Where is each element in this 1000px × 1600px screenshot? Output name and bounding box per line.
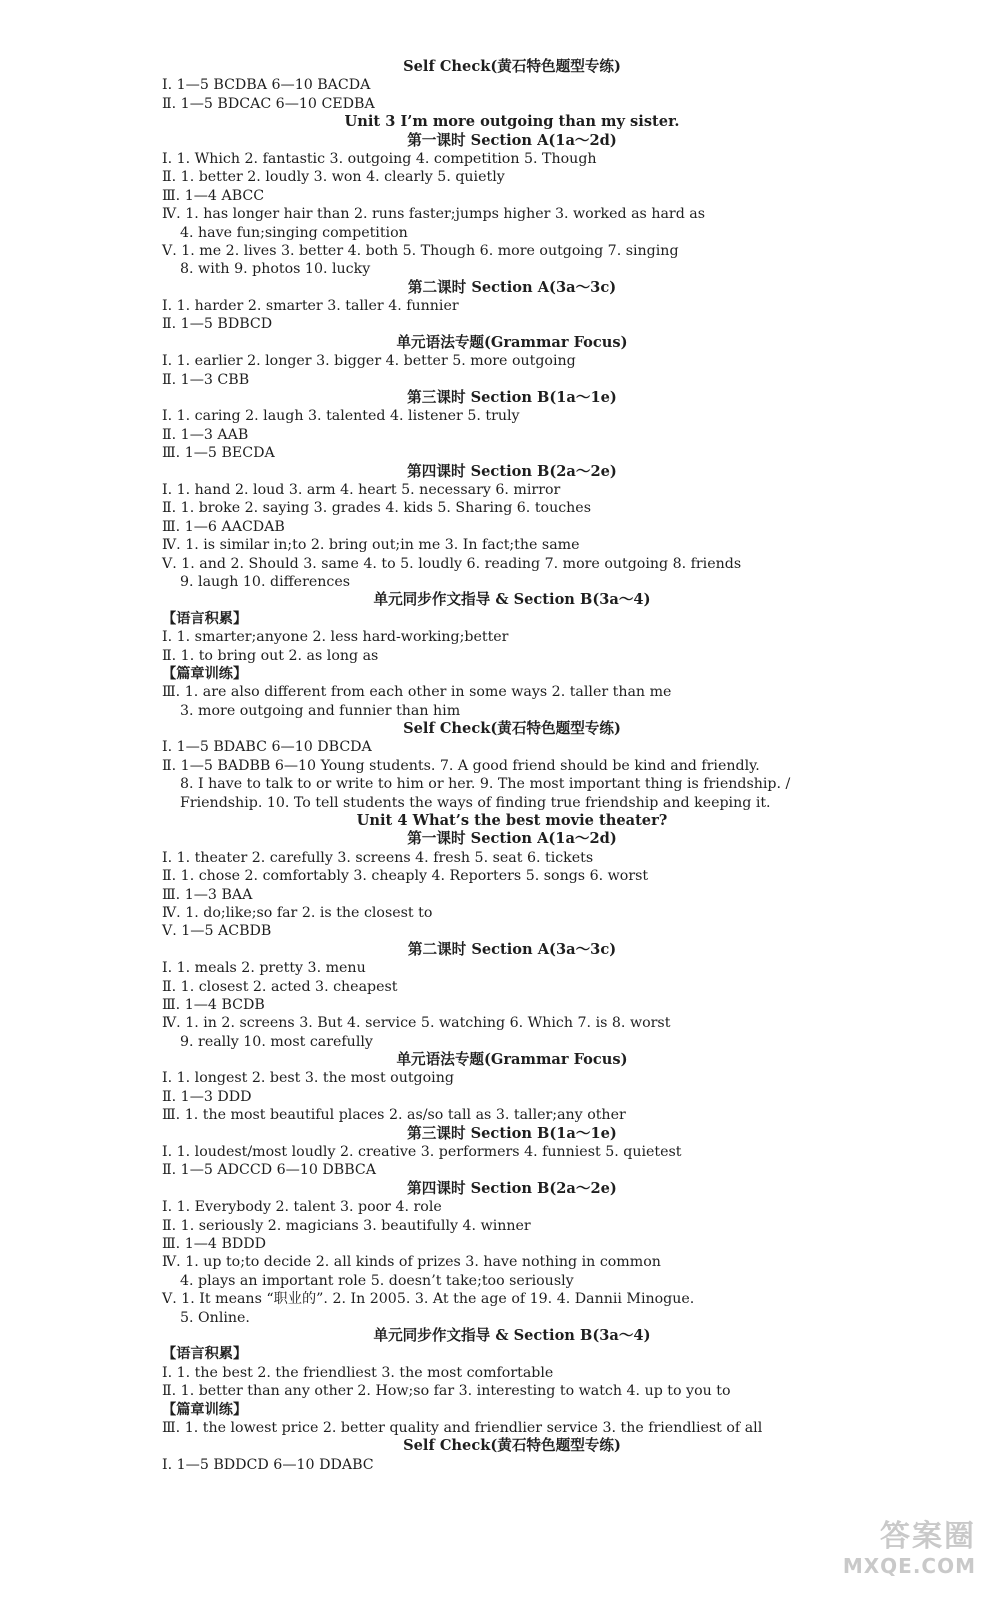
section-heading: 第二课时 Section A(3a～3c)	[407, 278, 617, 296]
answer-line: Ⅳ. 1. is similar in;to 2. bring out;in me 3. In fact;the same	[162, 537, 580, 554]
answer-line-continuation: 5. Online.	[180, 1309, 250, 1326]
answer-line-continuation: 9. laugh 10. differences	[180, 573, 351, 590]
answer-line: Ⅱ. 1—5 BADBB 6—10 Young students. 7. A good friend should be kind and friendly.	[162, 757, 760, 774]
answer-line: Ⅱ. 1—5 BDCAC 6—10 CEDBA	[162, 95, 375, 112]
answer-line: Ⅱ. 1—5 ADCCD 6—10 DBBCA	[162, 1162, 376, 1179]
section-heading: 第一课时 Section A(1a～2d)	[407, 131, 617, 149]
answer-line: Ⅱ. 1—5 BDBCD	[162, 316, 273, 333]
answer-line: Ⅲ. 1—5 BECDA	[162, 445, 275, 462]
answer-line: Ⅲ. 1. the lowest price 2. better quality and friendlier service 3. the friendliest of all	[162, 1419, 763, 1436]
answer-line: Ⅲ. 1—4 BDDD	[162, 1236, 267, 1252]
answer-line: Ⅱ. 1. better 2. loudly 3. won 4. clearly 5. quietly	[162, 169, 505, 186]
answer-line: Ⅱ. 1. to bring out 2. as long as	[162, 647, 379, 664]
answer-line: Ⅲ. 1. the most beautiful places 2. as/so tall as 3. taller;any other	[162, 1107, 626, 1124]
subsection-label: 【语言积累】	[162, 1346, 248, 1363]
answer-line: Ⅰ. 1. longest 2. best 3. the most outgoing	[162, 1070, 454, 1087]
section-heading: Unit 4 What’s the best movie theater?	[356, 812, 668, 830]
section-heading: 第一课时 Section A(1a～2d)	[407, 830, 617, 848]
subsection-label: 【语言积累】	[162, 610, 248, 627]
subsection-label: 【篇章训练】	[162, 1401, 248, 1418]
section-heading: 第三课时 Section B(1a～1e)	[407, 1124, 617, 1142]
answer-line: Ⅰ. 1. harder 2. smarter 3. taller 4. funnier	[162, 298, 459, 315]
section-heading: 第三课时 Section B(1a～1e)	[407, 389, 617, 407]
answer-line: Ⅰ. 1. Which 2. fantastic 3. outgoing 4. competition 5. Though	[162, 150, 597, 167]
section-heading: 单元同步作文指导 & Section B(3a～4)	[373, 1326, 651, 1344]
answer-line-continuation: 8. with 9. photos 10. lucky	[180, 261, 371, 278]
answer-line-continuation: 4. have fun;singing competition	[180, 224, 408, 241]
section-heading: Self Check(黄石特色题型专练)	[403, 58, 621, 75]
section-heading: Self Check(黄石特色题型专练)	[403, 1437, 621, 1455]
answer-line: Ⅱ. 1—3 CBB	[162, 371, 250, 388]
answer-line: Ⅴ. 1. and 2. Should 3. same 4. to 5. loudly 6. reading 7. more outgoing 8. friends	[162, 555, 742, 572]
answer-line: Ⅱ. 1—3 AAB	[162, 426, 249, 443]
answer-line: Ⅰ. 1—5 BDABC 6—10 DBCDA	[162, 739, 372, 756]
answer-line: Ⅰ. 1. Everybody 2. talent 3. poor 4. role	[162, 1199, 442, 1216]
answer-line: Ⅰ. 1. smarter;anyone 2. less hard-working;better	[162, 629, 509, 646]
answer-line: Ⅲ. 1—3 BAA	[162, 886, 253, 903]
answer-line: Ⅳ. 1. has longer hair than 2. runs faster;jumps higher 3. worked as hard as	[162, 206, 706, 223]
answer-line: Ⅲ. 1—4 BCDB	[162, 996, 265, 1013]
answer-line: Ⅲ. 1—6 AACDAB	[162, 518, 285, 535]
watermark-url: MXQE.COM	[842, 1554, 976, 1578]
answer-line-continuation: 8. I have to talk to or write to him or her. 9. The most important thing is friendship. /	[180, 776, 791, 793]
section-heading: Self Check(黄石特色题型专练)	[403, 720, 621, 738]
section-heading: 单元语法专题(Grammar Focus)	[396, 1051, 628, 1069]
answer-line: Ⅲ. 1. are also different from each other in some ways 2. taller than me	[162, 684, 672, 701]
answer-line: Ⅲ. 1—4 ABCC	[162, 187, 265, 204]
answer-line: Ⅱ. 1. seriously 2. magicians 3. beautifully 4. winner	[162, 1217, 531, 1234]
answer-line: Ⅱ. 1. better than any other 2. How;so far 3. interesting to watch 4. up to you to	[162, 1383, 731, 1400]
answer-line: Ⅰ. 1—5 BDDCD 6—10 DDABC	[162, 1456, 374, 1473]
watermark-title: 答案圈	[880, 1519, 976, 1554]
answer-line: Ⅰ. 1. hand 2. loud 3. arm 4. heart 5. necessary 6. mirror	[162, 481, 561, 498]
answer-key-page	[162, 58, 862, 1474]
answer-line-continuation: 9. really 10. most carefully	[180, 1033, 373, 1050]
section-heading: 第四课时 Section B(2a～2e)	[407, 1179, 617, 1197]
answer-line: Ⅱ. 1. closest 2. acted 3. cheapest	[162, 978, 398, 995]
answer-line: Ⅰ. 1. the best 2. the friendliest 3. the most comfortable	[162, 1364, 554, 1381]
answer-line: Ⅱ. 1. broke 2. saying 3. grades 4. kids 5. Sharing 6. touches	[162, 500, 591, 517]
answer-line-continuation: Friendship. 10. To tell students the ways of finding true friendship and keeping it.	[180, 794, 771, 811]
subsection-label: 【篇章训练】	[162, 665, 248, 682]
answer-line: Ⅴ. 1. me 2. lives 3. better 4. both 5. Though 6. more outgoing 7. singing	[162, 242, 679, 259]
answer-line: Ⅳ. 1. do;like;so far 2. is the closest to	[162, 904, 433, 921]
section-heading: Unit 3 I’m more outgoing than my sister.	[344, 113, 680, 131]
answer-line: Ⅴ. 1. It means “职业的”. 2. In 2005. 3. At the age of 19. 4. Dannii Minogue.	[162, 1291, 695, 1308]
answer-line: Ⅳ. 1. in 2. screens 3. But 4. service 5. watching 6. Which 7. is 8. worst	[162, 1015, 671, 1032]
answer-line-continuation: 3. more outgoing and funnier than him	[180, 702, 461, 719]
answer-line: Ⅳ. 1. up to;to decide 2. all kinds of prizes 3. have nothing in common	[162, 1254, 661, 1271]
answer-line-continuation: 4. plays an important role 5. doesn’t take;too seriously	[180, 1272, 574, 1289]
section-heading: 第四课时 Section B(2a～2e)	[407, 462, 617, 480]
section-heading: 单元同步作文指导 & Section B(3a～4)	[373, 591, 651, 609]
answer-line: Ⅰ. 1. earlier 2. longer 3. bigger 4. better 5. more outgoing	[162, 353, 576, 370]
watermark-logo	[808, 1520, 976, 1586]
answer-line: Ⅰ. 1. caring 2. laugh 3. talented 4. listener 5. truly	[162, 408, 520, 425]
answer-line: Ⅴ. 1—5 ACBDB	[162, 923, 272, 940]
answer-line: Ⅰ. 1—5 BCDBA 6—10 BACDA	[162, 77, 371, 94]
answer-line: Ⅱ. 1. chose 2. comfortably 3. cheaply 4. Reporters 5. songs 6. worst	[162, 868, 649, 885]
answer-line: Ⅰ. 1. loudest/most loudly 2. creative 3. performers 4. funniest 5. quietest	[162, 1144, 682, 1161]
answer-line: Ⅰ. 1. theater 2. carefully 3. screens 4. fresh 5. seat 6. tickets	[162, 849, 594, 866]
section-heading: 单元语法专题(Grammar Focus)	[396, 333, 628, 351]
answer-line: Ⅰ. 1. meals 2. pretty 3. menu	[162, 960, 366, 977]
answer-line: Ⅱ. 1—3 DDD	[162, 1088, 252, 1105]
section-heading: 第二课时 Section A(3a～3c)	[407, 940, 617, 958]
